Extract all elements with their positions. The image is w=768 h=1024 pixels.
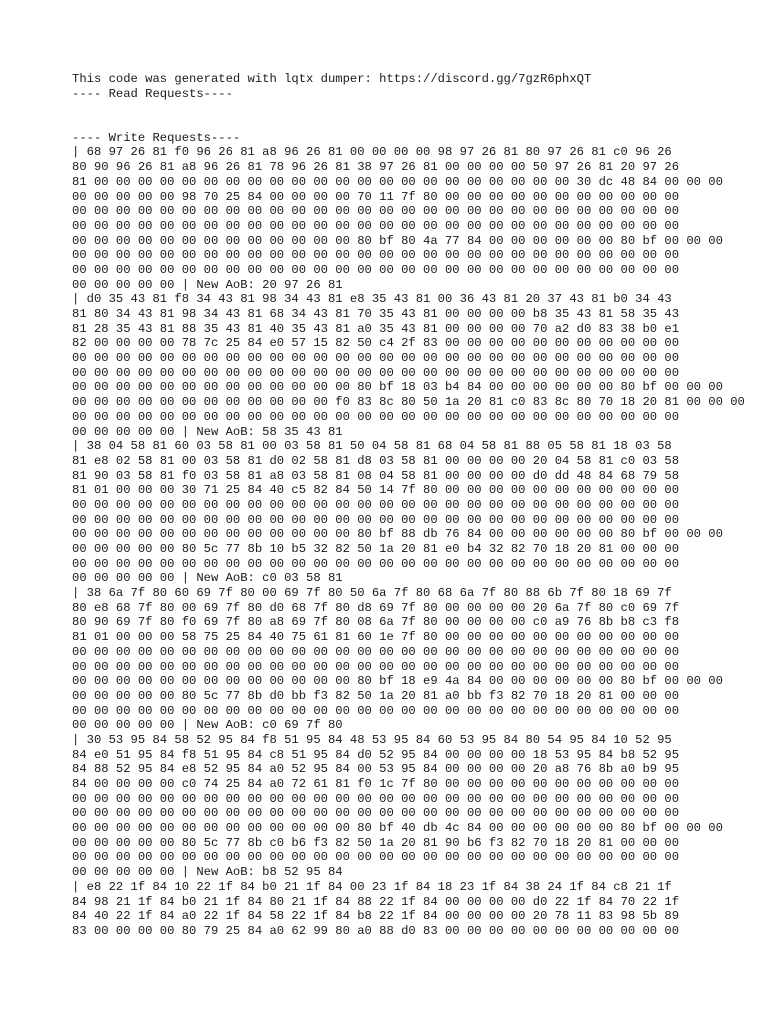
hex-dump-line: 00 00 00 00 00 00 00 00 00 00 00 00 f0 83 8c 80 50 1a 20 81 c0 83 8c 80 70 18 20 81 00 00 00: [72, 395, 745, 410]
hex-dump-line: 83 00 00 00 00 80 79 25 84 a0 62 99 80 a0 88 d0 83 00 00 00 00 00 00 00 00 00 00 00: [72, 923, 680, 938]
hex-dump-line: 00 00 00 00 00 00 00 00 00 00 00 00 00 00 00 00 00 00 00 00 00 00 00 00 00 00 00 00: [72, 351, 680, 366]
new-aob-line: 00 00 00 00 00 | New AoB: 58 35 43 81: [72, 424, 343, 439]
hex-dump-line: 81 80 34 43 81 98 34 43 81 68 34 43 81 70 35 43 81 00 00 00 00 b8 35 43 81 58 35 43: [72, 307, 680, 321]
read-requests-heading: ---- Read Requests----: [72, 86, 233, 101]
hex-dump-line: 00 00 00 00 00 00 00 00 00 00 00 00 00 00 00 00 00 00 00 00 00 00 00 00 00 00 00 00: [72, 512, 680, 527]
hex-dump-line: 84 e0 51 95 84 f8 51 95 84 c8 51 95 84 d0 52 95 84 00 00 00 00 18 53 95 84 b8 52 95: [72, 747, 680, 762]
hex-dump-line: 81 01 00 00 00 58 75 25 84 40 75 61 81 60 1e 7f 80 00 00 00 00 00 00 00 00 00 00 00: [72, 630, 680, 645]
hex-dump-line: 00 00 00 00 00 80 5c 77 8b d0 bb f3 82 50 1a 20 81 a0 bb f3 82 70 18 20 81 00 00 00: [72, 688, 680, 703]
hex-dump-line: 80 90 96 26 81 a8 96 26 81 78 96 26 81 38 97 26 81 00 00 00 00 50 97 26 81 20 97 26: [72, 160, 680, 175]
hex-dump-line: 00 00 00 00 00 00 00 00 00 00 00 00 00 00 00 00 00 00 00 00 00 00 00 00 00 00 00 00: [72, 497, 680, 512]
hex-dump-line: 84 88 52 95 84 e8 52 95 84 a0 52 95 84 00 53 95 84 00 00 00 00 20 a8 76 8b a0 b9 95: [72, 762, 680, 777]
new-aob-line: 00 00 00 00 00 | New AoB: c0 03 58 81: [72, 571, 343, 586]
hex-dump-line: 81 90 03 58 81 f0 03 58 81 a8 03 58 81 08 04 58 81 00 00 00 00 d0 dd 48 84 68 79 58: [72, 468, 680, 483]
hex-dump-line: 81 28 35 43 81 88 35 43 81 40 35 43 81 a0 35 43 81 00 00 00 00 70 a2 d0 83 38 b0 e1: [72, 321, 680, 336]
hex-dump-line: 84 98 21 1f 84 b0 21 1f 84 80 21 1f 84 88 22 1f 84 00 00 00 00 d0 22 1f 84 70 22 1f: [72, 894, 680, 909]
hex-dump-line: 00 00 00 00 00 80 5c 77 8b 10 b5 32 82 50 1a 20 81 e0 b4 32 82 70 18 20 81 00 00 00: [72, 542, 680, 556]
hex-dump-line: 80 90 69 7f 80 f0 69 7f 80 a8 69 7f 80 08 6a 7f 80 00 00 00 00 c0 a9 76 8b b8 c3 f8: [72, 615, 680, 630]
hex-dump-line: 00 00 00 00 00 00 00 00 00 00 00 00 00 00 00 00 00 00 00 00 00 00 00 00 00 00 00 00: [72, 659, 680, 674]
hex-dump-line: 00 00 00 00 00 00 00 00 00 00 00 00 00 00 00 00 00 00 00 00 00 00 00 00 00 00 00 00: [72, 248, 680, 263]
hex-dump-line: 00 00 00 00 00 98 70 25 84 00 00 00 00 70 11 7f 80 00 00 00 00 00 00 00 00 00 00 00: [72, 189, 680, 204]
hex-dump-line: 81 01 00 00 00 30 71 25 84 40 c5 82 84 50 14 7f 80 00 00 00 00 00 00 00 00 00 00 00: [72, 483, 680, 498]
hex-dump-line: | 38 6a 7f 80 60 69 7f 80 00 69 7f 80 50 6a 7f 80 68 6a 7f 80 88 6b 7f 80 18 69 7f: [72, 586, 672, 601]
hex-dump-line: | d0 35 43 81 f8 34 43 81 98 34 43 81 e8 35 43 81 00 36 43 81 20 37 43 81 b0 34 43: [72, 292, 672, 307]
hex-dump-line: 81 e8 02 58 81 00 03 58 81 d0 02 58 81 d8 03 58 81 00 00 00 00 20 04 58 81 c0 03 58: [72, 453, 680, 468]
hex-dump-line: 82 00 00 00 00 78 7c 25 84 e0 57 15 82 50 c4 2f 83 00 00 00 00 00 00 00 00 00 00 00: [72, 336, 680, 351]
hex-dump-line: | e8 22 1f 84 10 22 1f 84 b0 21 1f 84 00 23 1f 84 18 23 1f 84 38 24 1f 84 c8 21 1f: [72, 879, 672, 894]
hex-dump-line: | 38 04 58 81 60 03 58 81 00 03 58 81 50 04 58 81 68 04 58 81 88 05 58 81 18 03 58: [72, 439, 672, 454]
hex-dump-line: 00 00 00 00 00 00 00 00 00 00 00 00 00 80 bf 18 03 b4 84 00 00 00 00 00 00 80 bf 00 00 00: [72, 380, 723, 395]
new-aob-line: 00 00 00 00 00 | New AoB: c0 69 7f 80: [72, 718, 343, 733]
hex-dump-line: 84 00 00 00 00 c0 74 25 84 a0 72 61 81 f0 1c 7f 80 00 00 00 00 00 00 00 00 00 00 00: [72, 777, 680, 791]
hex-dump-line: 81 00 00 00 00 00 00 00 00 00 00 00 00 00 00 00 00 00 00 00 00 00 00 30 dc 48 84 00 00 00: [72, 174, 723, 189]
hex-dump-line: | 68 97 26 81 f0 96 26 81 a8 96 26 81 00 00 00 00 98 97 26 81 80 97 26 81 c0 96 26: [72, 145, 672, 160]
hex-dump-line: 00 00 00 00 00 00 00 00 00 00 00 00 00 00 00 00 00 00 00 00 00 00 00 00 00 00 00 00: [72, 409, 680, 424]
dumper-credit-line: This code was generated with lqtx dumper: https://discord.gg/7gzR6phxQT: [72, 72, 592, 86]
hex-dump-line: 00 00 00 00 00 00 00 00 00 00 00 00 00 00 00 00 00 00 00 00 00 00 00 00 00 00 00 00: [72, 806, 680, 821]
hex-dump-line: 00 00 00 00 00 80 5c 77 8b c0 b6 f3 82 50 1a 20 81 90 b6 f3 82 70 18 20 81 00 00 00: [72, 835, 680, 850]
document-page: [72, 72, 745, 939]
hex-dump-line: 00 00 00 00 00 00 00 00 00 00 00 00 00 00 00 00 00 00 00 00 00 00 00 00 00 00 00 00: [72, 703, 680, 718]
hex-dump-line: 00 00 00 00 00 00 00 00 00 00 00 00 00 00 00 00 00 00 00 00 00 00 00 00 00 00 00 00: [72, 556, 680, 571]
hex-dump-line: 00 00 00 00 00 00 00 00 00 00 00 00 00 00 00 00 00 00 00 00 00 00 00 00 00 00 00 00: [72, 262, 680, 277]
new-aob-line: 00 00 00 00 00 | New AoB: 20 97 26 81: [72, 277, 343, 292]
write-requests-heading: ---- Write Requests----: [72, 130, 241, 145]
hex-dump-line: 00 00 00 00 00 00 00 00 00 00 00 00 00 80 bf 40 db 4c 84 00 00 00 00 00 00 80 bf 00 00 00: [72, 821, 723, 836]
hex-dump-line: | 30 53 95 84 58 52 95 84 f8 51 95 84 48 53 95 84 60 53 95 84 80 54 95 84 10 52 95: [72, 732, 672, 747]
write-requests-dump: [72, 145, 745, 938]
blank-line: [72, 101, 712, 116]
hex-dump-line: 00 00 00 00 00 00 00 00 00 00 00 00 00 00 00 00 00 00 00 00 00 00 00 00 00 00 00 00: [72, 365, 680, 380]
hex-dump-line: 00 00 00 00 00 00 00 00 00 00 00 00 00 00 00 00 00 00 00 00 00 00 00 00 00 00 00 00: [72, 218, 680, 233]
hex-dump-line: 00 00 00 00 00 00 00 00 00 00 00 00 00 00 00 00 00 00 00 00 00 00 00 00 00 00 00 00: [72, 204, 680, 219]
blank-line: [72, 116, 712, 131]
hex-dump-line: 00 00 00 00 00 00 00 00 00 00 00 00 00 00 00 00 00 00 00 00 00 00 00 00 00 00 00 00: [72, 850, 680, 865]
hex-dump-line: 80 e8 68 7f 80 00 69 7f 80 d0 68 7f 80 d8 69 7f 80 00 00 00 00 20 6a 7f 80 c0 69 7f: [72, 600, 680, 615]
hex-dump-line: 00 00 00 00 00 00 00 00 00 00 00 00 00 00 00 00 00 00 00 00 00 00 00 00 00 00 00 00: [72, 791, 680, 806]
hex-dump-line: 00 00 00 00 00 00 00 00 00 00 00 00 00 80 bf 88 db 76 84 00 00 00 00 00 00 80 bf 00 00 00: [72, 527, 723, 542]
hex-dump-line: 84 40 22 1f 84 a0 22 1f 84 58 22 1f 84 b8 22 1f 84 00 00 00 00 20 78 11 83 98 5b 89: [72, 909, 680, 924]
new-aob-line: 00 00 00 00 00 | New AoB: b8 52 95 84: [72, 865, 343, 880]
hex-dump-line: 00 00 00 00 00 00 00 00 00 00 00 00 00 00 00 00 00 00 00 00 00 00 00 00 00 00 00 00: [72, 644, 680, 659]
hex-dump-line: 00 00 00 00 00 00 00 00 00 00 00 00 00 80 bf 80 4a 77 84 00 00 00 00 00 00 80 bf 00 00 00: [72, 233, 723, 248]
hex-dump-line: 00 00 00 00 00 00 00 00 00 00 00 00 00 80 bf 18 e9 4a 84 00 00 00 00 00 00 80 bf 00 00 00: [72, 674, 723, 689]
